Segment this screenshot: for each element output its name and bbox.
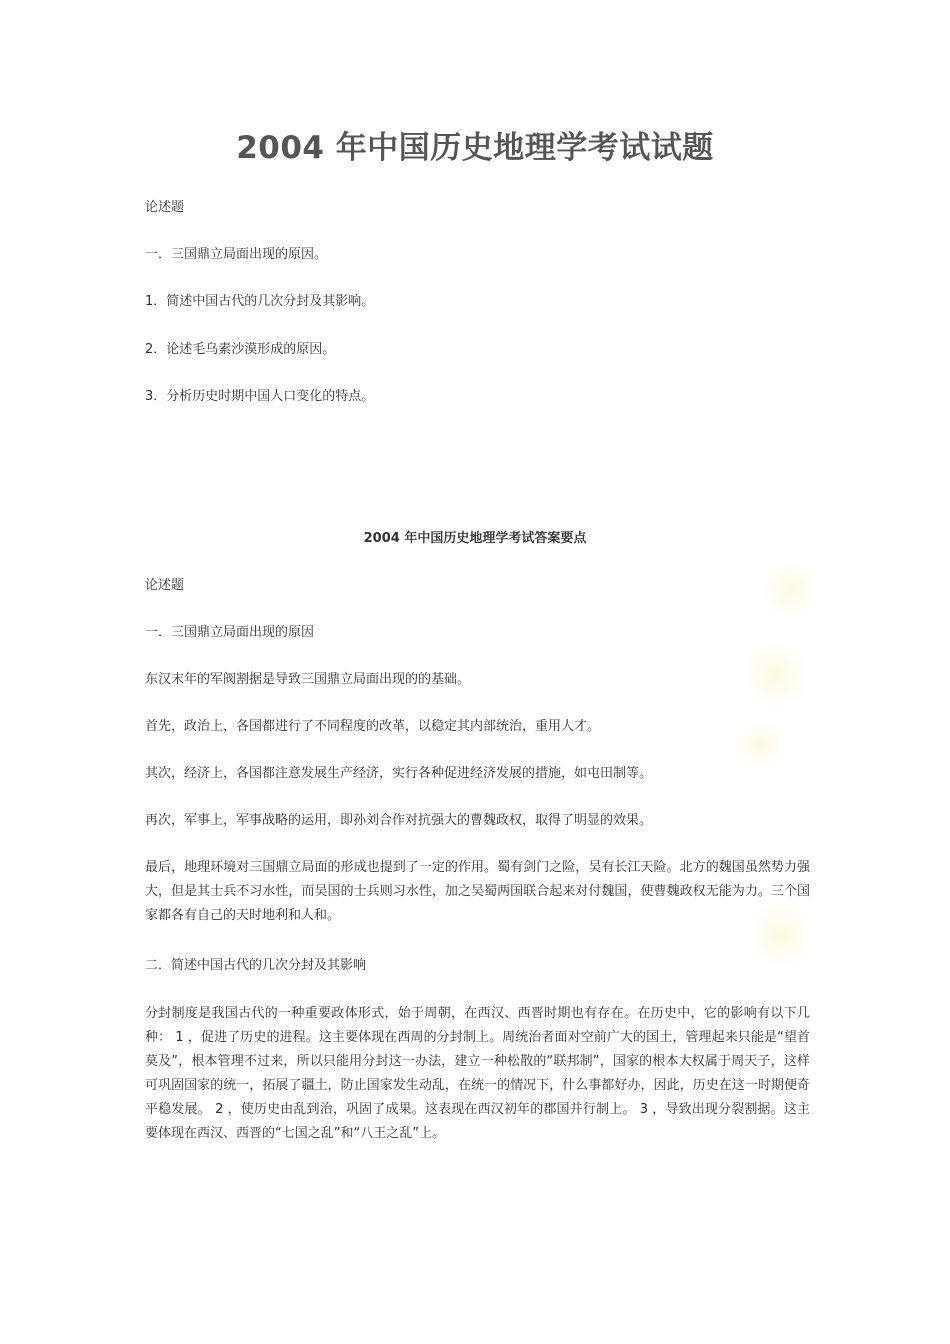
exam-question-4: 3．分析历史时期中国人口变化的特点。 — [145, 389, 375, 404]
exam-question-1: 一．三国鼎立局面出现的原因。 — [145, 247, 328, 262]
answer-2-paragraph: 分封制度是我国古代的一种重要政体形式，始于周朝，在西汉、西晋时期也有存在。在历史中，它的影响有以下几种： 1 ，促进了历史的进程。这主要体现在西周的分封制上。周统治者面对空前广大的国土，管理起来只能是“望首莫及”，根本管理不过来，所以只能用分封这一办法，建立一种松散的“联邦制”，国家的根本大权属于周天子，这样可巩固国家的统一，拓展了疆土，防止国家发生动乱，在统一的情况下，什么事都好办，因此，历史在这一时期便奇平稳发展。 2 ，使历史由乱到治，巩固了成果。这表现在西汉初年的郡国并行制上。 3 ，导致出现分裂割据。这主要体现在西汉、西晋的“七国之乱”和“八王之乱”上。 — [145, 1006, 810, 1141]
answers-section-label: 论述题 — [145, 578, 185, 593]
exam-question-2: 1．简述中国古代的几次分封及其影响。 — [145, 294, 375, 309]
answer-2-heading: 二．简述中国古代的几次分封及其影响 — [145, 958, 367, 973]
answer-1-heading: 一．三国鼎立局面出现的原因 — [145, 625, 315, 640]
answer-1-line-3: 其次，经济上，各国都注意发展生产经济，实行各种促进经济发展的措施，如屯田制等。 — [145, 766, 653, 781]
answers-title: 2004 年中国历史地理学考试答案要点 — [363, 531, 587, 546]
exam-title: 2004 年中国历史地理学考试试题 — [236, 130, 714, 166]
exam-question-3: 2．论述毛乌素沙漠形成的原因。 — [145, 342, 336, 357]
answer-1-last-paragraph: 最后，地理环境对三国鼎立局面的形成也提到了一定的作用。蜀有剑门之险，吴有长江天险。北方的魏国虽然势力强大，但是其士兵不习水性，而吴国的士兵则习水性，加之吴蜀两国联合起来对付魏国，使曹魏政权无能为力。三个国家都各有自己的天时地利和人和。 — [145, 860, 810, 923]
answer-1-line-4: 再次，军事上，军事战略的运用，即孙刘合作对抗强大的曹魏政权，取得了明显的效果。 — [145, 813, 653, 828]
answer-1-line-2: 首先，政治上，各国都进行了不同程度的改革，以稳定其内部统治，重用人才。 — [145, 719, 601, 734]
exam-section-label: 论述题 — [145, 200, 185, 215]
answer-1-line-1: 东汉末年的军阀割据是导致三国鼎立局面出现的的基础。 — [145, 672, 471, 687]
